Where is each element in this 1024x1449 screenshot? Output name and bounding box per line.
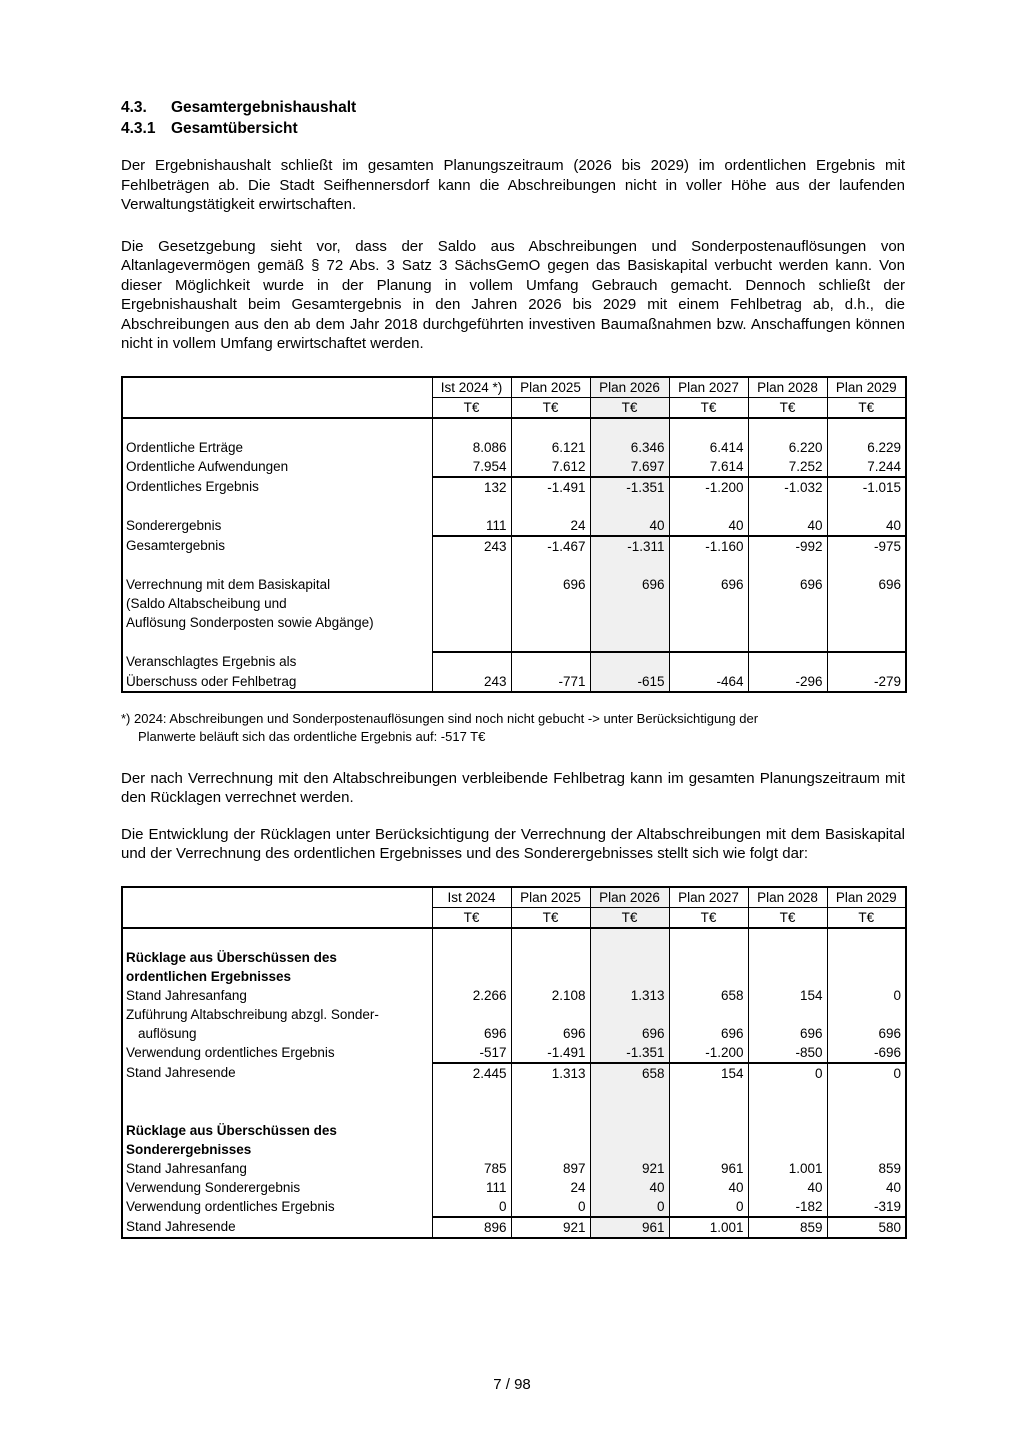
value-cell: 859 (748, 1217, 827, 1238)
value-cell: 154 (748, 986, 827, 1005)
value-cell: 40 (748, 516, 827, 536)
value-cell: 696 (432, 1024, 511, 1043)
value-cell (827, 948, 906, 967)
value-cell: 961 (669, 1159, 748, 1178)
row-label: Rücklage aus Überschüssen des (122, 1121, 432, 1140)
value-cell (827, 1005, 906, 1024)
row-label: Ordentliche Aufwendungen (122, 457, 432, 477)
table-footnote (121, 710, 905, 746)
page-number: 7 / 98 (493, 1376, 531, 1393)
value-cell: -771 (511, 672, 590, 692)
value-cell: 2.445 (432, 1063, 511, 1083)
unit-header: T€ (669, 907, 748, 928)
value-cell: -1.351 (590, 477, 669, 497)
row-label: Zuführung Altabschreibung abzgl. Sonder- (122, 1005, 432, 1024)
value-cell (827, 497, 906, 516)
value-cell (432, 652, 511, 672)
value-cell: -615 (590, 672, 669, 692)
table-row (122, 967, 906, 986)
value-cell: 7.954 (432, 457, 511, 477)
value-cell (432, 928, 511, 948)
row-label (122, 418, 432, 438)
row-label: auflösung (122, 1024, 432, 1043)
value-cell: 40 (669, 1178, 748, 1197)
unit-header: T€ (669, 397, 748, 418)
value-cell (432, 556, 511, 575)
value-cell: -992 (748, 536, 827, 556)
table-row (122, 1024, 906, 1043)
table-row (122, 497, 906, 516)
year-header: Plan 2027 (669, 887, 748, 908)
paragraph-2: Die Gesetzgebung sieht vor, dass der Saldo aus Abschreibungen und Sonderpostenauflösungen von Altanlagevermögen gemäß § 72 Abs. 3 Satz 3 SächsGemO gegen das Basiskapital verbucht werden kann. Von dieser Möglichkeit wurde in der Planung in vollem Umfang Gebrauch gemacht. Dennoch schließt der Ergebnishaushalt beim Gesamtergebnis in den Jahren 2026 bis 2029 mit einem Fehlbetrag ab, d.h., die Abschreibungen aus den ab dem Jahr 2018 durchgeführten investiven Baumaßnahmen bzw. Anschaffungen können nicht in vollem Umfang erwirtschaftet werden. (121, 237, 905, 352)
paragraph-3: Der nach Verrechnung mit den Altabschreibungen verbleibende Fehlbetrag kann im gesamten Planungszeitraum mit den Rücklagen verrechnet werden. (121, 769, 905, 806)
value-cell (748, 1121, 827, 1140)
value-cell (669, 1005, 748, 1024)
value-cell (432, 1102, 511, 1121)
value-cell (827, 594, 906, 613)
unit-header: T€ (511, 907, 590, 928)
value-cell: 7.612 (511, 457, 590, 477)
section-heading-title: Gesamtergebnishaushalt (171, 99, 357, 116)
value-cell (669, 594, 748, 613)
subsection-heading-number: 4.3.1 (121, 120, 156, 137)
value-cell (511, 967, 590, 986)
value-cell: 1.313 (511, 1063, 590, 1083)
value-cell (432, 594, 511, 613)
value-cell: 7.697 (590, 457, 669, 477)
value-cell: -296 (748, 672, 827, 692)
table-row (122, 1178, 906, 1197)
year-header: Plan 2028 (748, 887, 827, 908)
value-cell (590, 1140, 669, 1159)
value-cell: 243 (432, 536, 511, 556)
table-row (122, 457, 906, 477)
year-header: Plan 2028 (748, 377, 827, 398)
value-cell (827, 418, 906, 438)
value-cell: 0 (827, 986, 906, 1005)
value-cell: 7.244 (827, 457, 906, 477)
table-row (122, 536, 906, 556)
value-cell (590, 418, 669, 438)
value-cell (669, 497, 748, 516)
value-cell (432, 575, 511, 594)
table-row (122, 928, 906, 948)
value-cell (590, 556, 669, 575)
value-cell (432, 967, 511, 986)
value-cell (432, 632, 511, 652)
value-cell (511, 613, 590, 632)
value-cell: -975 (827, 536, 906, 556)
value-cell (511, 948, 590, 967)
year-header: Plan 2026 (590, 377, 669, 398)
value-cell (590, 1005, 669, 1024)
value-cell: -1.311 (590, 536, 669, 556)
value-cell (748, 652, 827, 672)
value-cell (590, 928, 669, 948)
value-cell: 1.001 (748, 1159, 827, 1178)
value-cell: 696 (827, 575, 906, 594)
row-label: Ordentliches Ergebnis (122, 477, 432, 497)
value-cell: 40 (590, 516, 669, 536)
value-cell (748, 1140, 827, 1159)
value-cell (827, 967, 906, 986)
value-cell: 132 (432, 477, 511, 497)
value-cell (669, 967, 748, 986)
unit-header: T€ (748, 907, 827, 928)
table-row (122, 1217, 906, 1238)
value-cell: 6.121 (511, 438, 590, 457)
row-label (122, 1102, 432, 1121)
value-cell: 1.313 (590, 986, 669, 1005)
subsection-heading (121, 118, 905, 139)
value-cell (511, 1121, 590, 1140)
value-cell (669, 1121, 748, 1140)
value-cell (511, 418, 590, 438)
footnote-line-1: *) 2024: Abschreibungen und Sonderpostenauflösungen sind noch nicht gebucht -> unter Berücksichtigung der (121, 710, 759, 726)
value-cell (432, 948, 511, 967)
overall-result-table (121, 376, 907, 693)
value-cell (669, 613, 748, 632)
value-cell (432, 1121, 511, 1140)
row-label: Verwendung Sonderergebnis (122, 1178, 432, 1197)
value-cell: 154 (669, 1063, 748, 1083)
row-label: ordentlichen Ergebnisses (122, 967, 432, 986)
row-label: Veranschlagtes Ergebnis als (122, 652, 432, 672)
unit-header: T€ (590, 907, 669, 928)
value-cell: 0 (590, 1197, 669, 1217)
value-cell: -319 (827, 1197, 906, 1217)
value-cell: -696 (827, 1043, 906, 1063)
year-header: Ist 2024 *) (432, 377, 511, 398)
table-row (122, 1159, 906, 1178)
value-cell: 0 (748, 1063, 827, 1083)
value-cell (827, 652, 906, 672)
table-corner-cell (122, 887, 432, 928)
value-cell (748, 1005, 827, 1024)
year-header: Plan 2029 (827, 377, 906, 398)
value-cell (511, 652, 590, 672)
value-cell: 696 (511, 1024, 590, 1043)
row-label: Stand Jahresanfang (122, 1159, 432, 1178)
value-cell: 0 (669, 1197, 748, 1217)
value-cell (748, 497, 827, 516)
value-cell (827, 1102, 906, 1121)
table-corner-cell (122, 377, 432, 418)
row-label (122, 632, 432, 652)
value-cell: 921 (590, 1159, 669, 1178)
value-cell: 0 (432, 1197, 511, 1217)
year-header: Ist 2024 (432, 887, 511, 908)
value-cell (748, 594, 827, 613)
value-cell: 696 (590, 1024, 669, 1043)
value-cell: 40 (748, 1178, 827, 1197)
value-cell: -1.032 (748, 477, 827, 497)
value-cell: 696 (669, 1024, 748, 1043)
table-row (122, 1005, 906, 1024)
value-cell: 243 (432, 672, 511, 692)
value-cell (748, 967, 827, 986)
value-cell: -464 (669, 672, 748, 692)
row-label: Verrechnung mit dem Basiskapital (122, 575, 432, 594)
value-cell: 580 (827, 1217, 906, 1238)
value-cell (827, 556, 906, 575)
value-cell (590, 1121, 669, 1140)
table-row (122, 948, 906, 967)
table-row (122, 1197, 906, 1217)
value-cell: 696 (827, 1024, 906, 1043)
row-label: Sonderergebnis (122, 516, 432, 536)
row-label (122, 928, 432, 948)
unit-header: T€ (590, 397, 669, 418)
value-cell (748, 1083, 827, 1102)
value-cell (748, 556, 827, 575)
value-cell: 6.414 (669, 438, 748, 457)
table-row (122, 672, 906, 692)
value-cell (748, 418, 827, 438)
value-cell (827, 1083, 906, 1102)
value-cell (827, 613, 906, 632)
table-row (122, 438, 906, 457)
unit-header: T€ (827, 907, 906, 928)
value-cell (748, 948, 827, 967)
subsection-heading-title: Gesamtübersicht (171, 120, 298, 137)
value-cell (432, 1005, 511, 1024)
value-cell: 1.001 (669, 1217, 748, 1238)
table-row (122, 516, 906, 536)
value-cell (827, 1140, 906, 1159)
table-row (122, 1063, 906, 1083)
table-row (122, 418, 906, 438)
year-header: Plan 2029 (827, 887, 906, 908)
paragraph-4: Die Entwicklung der Rücklagen unter Berücksichtigung der Verrechnung der Altabschreibungen mit dem Basiskapital und der Verrechnung des ordentlichen Ergebnisses und des Sonderergebnisses stellt sich wie folgt dar: (121, 825, 905, 862)
table-row (122, 477, 906, 497)
value-cell (748, 632, 827, 652)
value-cell (590, 948, 669, 967)
page-content (121, 97, 905, 1239)
value-cell (511, 1102, 590, 1121)
value-cell (669, 1083, 748, 1102)
table-row (122, 632, 906, 652)
value-cell (669, 418, 748, 438)
row-label: Auflösung Sonderposten sowie Abgänge) (122, 613, 432, 632)
value-cell (511, 556, 590, 575)
table-row (122, 594, 906, 613)
value-cell: -1.351 (590, 1043, 669, 1063)
value-cell: 696 (590, 575, 669, 594)
table-row (122, 1121, 906, 1140)
value-cell (432, 1140, 511, 1159)
value-cell (432, 613, 511, 632)
value-cell (669, 928, 748, 948)
value-cell (590, 497, 669, 516)
value-cell (590, 594, 669, 613)
value-cell (590, 1102, 669, 1121)
unit-header: T€ (827, 397, 906, 418)
value-cell (669, 948, 748, 967)
value-cell: -1.467 (511, 536, 590, 556)
value-cell (590, 652, 669, 672)
value-cell (511, 1083, 590, 1102)
value-cell: 696 (748, 575, 827, 594)
value-cell: 696 (669, 575, 748, 594)
row-label: Verwendung ordentliches Ergebnis (122, 1197, 432, 1217)
value-cell: 24 (511, 1178, 590, 1197)
value-cell: 961 (590, 1217, 669, 1238)
value-cell: 40 (590, 1178, 669, 1197)
value-cell: -1.491 (511, 1043, 590, 1063)
table-row (122, 1083, 906, 1102)
value-cell: -182 (748, 1197, 827, 1217)
value-cell: 6.229 (827, 438, 906, 457)
paragraph-1: Der Ergebnishaushalt schließt im gesamten Planungszeitraum (2026 bis 2029) im ordentlichen Ergebnis mit Fehlbeträgen ab. Die Stadt Seifhennersdorf kann die Abschreibungen nicht in voller Höhe aus der laufenden Verwaltungstätigkeit erwirtschaften. (121, 157, 905, 213)
value-cell (669, 1140, 748, 1159)
value-cell (748, 613, 827, 632)
value-cell (511, 928, 590, 948)
value-cell: 40 (827, 1178, 906, 1197)
row-label (122, 497, 432, 516)
value-cell (511, 632, 590, 652)
row-label: Stand Jahresanfang (122, 986, 432, 1005)
value-cell: 2.266 (432, 986, 511, 1005)
value-cell: -517 (432, 1043, 511, 1063)
value-cell (669, 1102, 748, 1121)
value-cell: 40 (827, 516, 906, 536)
year-header: Plan 2025 (511, 887, 590, 908)
value-cell (511, 594, 590, 613)
value-cell (511, 1005, 590, 1024)
value-cell: 7.614 (669, 457, 748, 477)
value-cell: 111 (432, 516, 511, 536)
row-label: Sonderergebnisses (122, 1140, 432, 1159)
value-cell (669, 632, 748, 652)
value-cell (827, 1121, 906, 1140)
value-cell (669, 652, 748, 672)
row-label: (Saldo Altabscheibung und (122, 594, 432, 613)
unit-header: T€ (748, 397, 827, 418)
row-label (122, 556, 432, 575)
table-row (122, 986, 906, 1005)
value-cell: 0 (827, 1063, 906, 1083)
value-cell: 24 (511, 516, 590, 536)
value-cell: 6.346 (590, 438, 669, 457)
value-cell (432, 497, 511, 516)
row-label: Stand Jahresende (122, 1217, 432, 1238)
value-cell: -1.200 (669, 1043, 748, 1063)
row-label: Überschuss oder Fehlbetrag (122, 672, 432, 692)
year-header: Plan 2025 (511, 377, 590, 398)
value-cell: 696 (748, 1024, 827, 1043)
footnote-line-2: Planwerte beläuft sich das ordentliche Ergebnis auf: -517 T€ (138, 728, 486, 744)
value-cell: 921 (511, 1217, 590, 1238)
year-header: Plan 2027 (669, 377, 748, 398)
value-cell (432, 418, 511, 438)
unit-header: T€ (432, 397, 511, 418)
value-cell: 896 (432, 1217, 511, 1238)
value-cell: 2.108 (511, 986, 590, 1005)
row-label: Verwendung ordentliches Ergebnis (122, 1043, 432, 1063)
value-cell: -1.491 (511, 477, 590, 497)
unit-header: T€ (432, 907, 511, 928)
value-cell (827, 632, 906, 652)
table-row (122, 1102, 906, 1121)
value-cell: -1.160 (669, 536, 748, 556)
table-row (122, 575, 906, 594)
value-cell: 111 (432, 1178, 511, 1197)
table-header-row (122, 377, 906, 398)
value-cell: -279 (827, 672, 906, 692)
table-row (122, 556, 906, 575)
value-cell: 8.086 (432, 438, 511, 457)
value-cell: 785 (432, 1159, 511, 1178)
value-cell (827, 928, 906, 948)
value-cell: -1.015 (827, 477, 906, 497)
value-cell: 658 (590, 1063, 669, 1083)
table-row (122, 1043, 906, 1063)
value-cell (590, 1083, 669, 1102)
value-cell: 658 (669, 986, 748, 1005)
row-label: Stand Jahresende (122, 1063, 432, 1083)
value-cell: -1.200 (669, 477, 748, 497)
value-cell (511, 497, 590, 516)
year-header: Plan 2026 (590, 887, 669, 908)
table-row (122, 1140, 906, 1159)
value-cell (590, 613, 669, 632)
section-heading (121, 97, 905, 118)
value-cell (748, 928, 827, 948)
row-label (122, 1083, 432, 1102)
value-cell (511, 1140, 590, 1159)
value-cell: 0 (511, 1197, 590, 1217)
value-cell (748, 1102, 827, 1121)
value-cell (669, 556, 748, 575)
value-cell: 40 (669, 516, 748, 536)
table-row (122, 652, 906, 672)
value-cell: 696 (511, 575, 590, 594)
value-cell: 859 (827, 1159, 906, 1178)
unit-header: T€ (511, 397, 590, 418)
value-cell: 897 (511, 1159, 590, 1178)
table-row (122, 613, 906, 632)
value-cell: 7.252 (748, 457, 827, 477)
value-cell: -850 (748, 1043, 827, 1063)
row-label: Ordentliche Erträge (122, 438, 432, 457)
section-heading-number: 4.3. (121, 99, 147, 116)
value-cell (432, 1083, 511, 1102)
table-header-row (122, 887, 906, 908)
row-label: Rücklage aus Überschüssen des (122, 948, 432, 967)
row-label: Gesamtergebnis (122, 536, 432, 556)
value-cell: 6.220 (748, 438, 827, 457)
value-cell (590, 632, 669, 652)
value-cell (590, 967, 669, 986)
reserves-development-table (121, 886, 907, 1239)
